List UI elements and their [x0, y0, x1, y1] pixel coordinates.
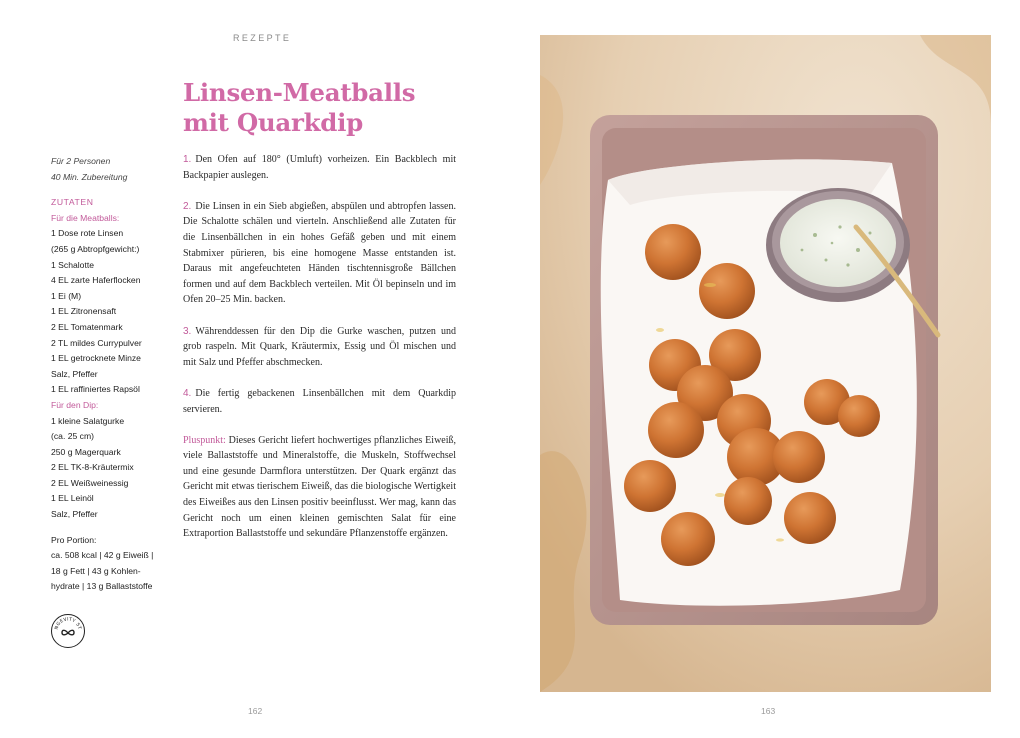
- plus-text: Dieses Gericht liefert hochwertiges pflanzliches Eiweiß, viele Ballaststoffe und Mineralstoffe, die Muskeln, Stoffwechsel und eine gesunde Darmflora unterstützen. Der Quark ergänzt das Gericht mit etwas tierischem Eiweiß, das die biologische Wertigkeit des Eiweißes aus den Linsen positiv beeinflusst. Wer mag, kann das Gericht noch um einen kleinen gemischten Salat für eine Extraportion Ballaststoffe und sekundäre Pflanzenstoffe ergänzen.: [183, 434, 457, 540]
- plus-label: Pluspunkt:: [183, 434, 226, 446]
- step: [183, 152, 456, 183]
- ingredients-heading: ZUTATEN: [51, 197, 94, 208]
- ingredient: 1 Ei (M): [51, 290, 82, 301]
- meatballs-photo-illustration: [540, 35, 991, 692]
- ingredient: (265 g Abtropfgewicht:): [51, 243, 140, 254]
- step-number: 3.: [183, 325, 192, 337]
- nutrition-label: Pro Portion:: [51, 534, 97, 545]
- step: [183, 199, 456, 308]
- plus-point: [183, 433, 456, 542]
- ingredient: 1 Schalotte: [51, 259, 94, 270]
- instructions: [183, 152, 456, 557]
- recipe-title-line-2: mit Quarkdip: [183, 108, 363, 137]
- ingredient: 1 EL Zitronensaft: [51, 306, 117, 317]
- nutrition-line: hydrate | 13 g Ballaststoffe: [51, 581, 153, 592]
- ingredient: 1 EL getrocknete Minze: [51, 353, 141, 364]
- ingredient: Salz, Pfeffer: [51, 509, 98, 520]
- step-text: Die fertig gebackenen Linsenbällchen mit dem Quarkdip servieren.: [183, 387, 456, 415]
- ingredient: 2 EL Tomatenmark: [51, 321, 123, 332]
- step: [183, 386, 456, 417]
- nutrition-line: ca. 508 kcal | 42 g Eiweiß |: [51, 550, 154, 561]
- recipe-photo: [540, 35, 991, 692]
- page-number-left: 162: [248, 706, 263, 716]
- ingredient: 250 g Magerquark: [51, 446, 121, 457]
- prep-time: 40 Min. Zubereitung: [51, 171, 128, 182]
- ingredient: 2 EL TK-8-Kräutermix: [51, 462, 134, 473]
- step: [183, 324, 456, 371]
- ingredient: 1 kleine Salatgurke: [51, 415, 125, 426]
- step-number: 4.: [183, 387, 192, 399]
- svg-text:LONGEVITY STAR: [52, 615, 82, 630]
- recipe-title-line-1: Linsen-Meatballs: [183, 78, 416, 107]
- meatballs-label: Für die Meatballs:: [51, 212, 120, 223]
- nutrition-line: 18 g Fett | 43 g Kohlen-: [51, 565, 141, 576]
- ingredient: 4 EL zarte Haferflocken: [51, 275, 141, 286]
- step-text: Währenddessen für den Dip die Gurke waschen, putzen und grob raspeln. Mit Quark, Kräutermix, Essig und Öl mischen und mit Salz und Pfeffer abschmecken.: [183, 325, 456, 368]
- dip-label: Für den Dip:: [51, 399, 99, 410]
- badge-text: NGEVITY ST: [54, 617, 82, 631]
- ingredient: 1 Dose rote Linsen: [51, 228, 124, 239]
- ingredient: 2 TL mildes Currypulver: [51, 337, 142, 348]
- ingredients-column: [51, 154, 169, 595]
- ingredient: 1 EL Leinöl: [51, 493, 94, 504]
- ingredient: 1 EL raffiniertes Rapsöl: [51, 384, 140, 395]
- recipe-title: [183, 78, 415, 138]
- step-number: 2.: [183, 200, 192, 212]
- longevity-badge: [51, 614, 85, 648]
- ingredient: (ca. 25 cm): [51, 431, 94, 442]
- servings: Für 2 Personen: [51, 156, 111, 166]
- page-number-right: 163: [761, 706, 776, 716]
- step-number: 1.: [183, 154, 192, 165]
- step-text: Die Linsen in ein Sieb abgießen, abspülen und abtropfen lassen. Die Schalotte schälen und vierteln. Anschließend alle Zutaten für die Linsenbällchen in ein hohes Gefäß geben und mit einem Stabmixer pürieren, bis eine homogene Masse entstanden ist. Daraus mit angefeuchteten Händen tischtennisgroße Bällchen formen und auf dem Backblech verteilen. Mit Öl bepinseln und im Ofen 20–25 Min. backen.: [183, 200, 456, 306]
- section-label: REZEPTE: [233, 33, 292, 43]
- step-text: Den Ofen auf 180° (Umluft) vorheizen. Ein Backblech mit Backpapier auslegen.: [183, 154, 456, 181]
- infinity-icon: [52, 615, 84, 647]
- ingredient: 2 EL Weißweinessig: [51, 477, 129, 488]
- ingredient: Salz, Pfeffer: [51, 368, 98, 379]
